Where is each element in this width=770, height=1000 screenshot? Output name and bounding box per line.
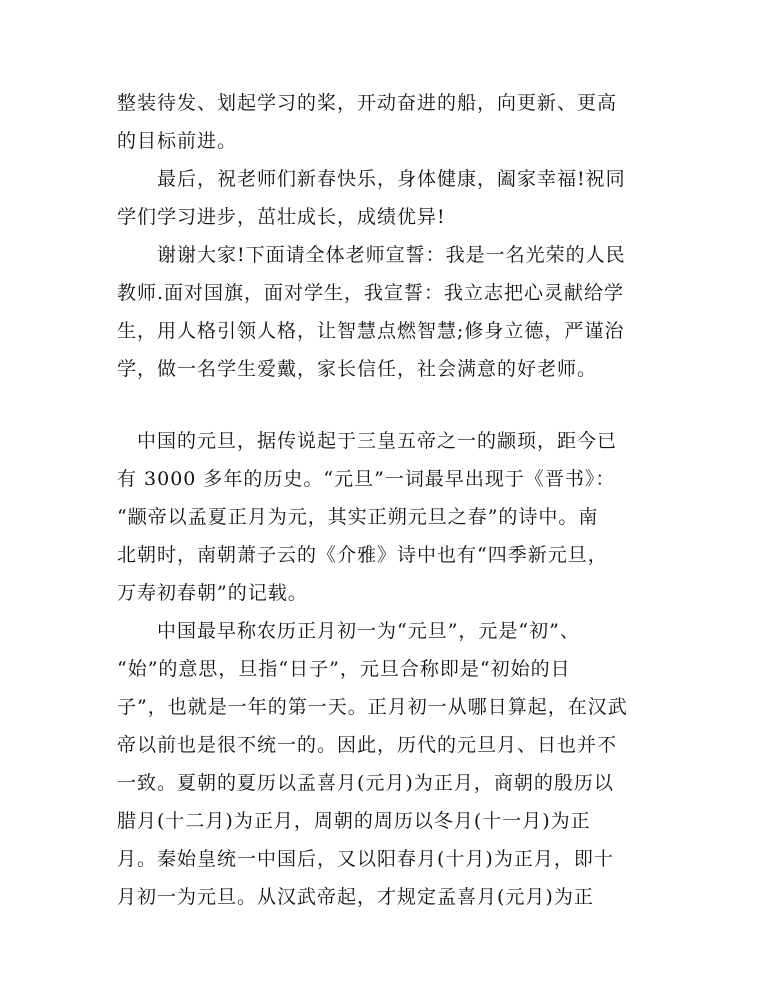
- text-line: 月初一为元旦。从汉武帝起，才规定孟喜月(元月)为正: [117, 886, 594, 908]
- text-line: 腊月(十二月)为正月，周朝的周历以冬月(十一月)为正: [117, 810, 591, 832]
- text-line: 教师.面对国旗，面对学生，我宣誓：我立志把心灵献给学: [117, 282, 625, 304]
- text-line: 子”，也就是一年的第一天。正月初一从哪日算起，在汉武: [117, 696, 628, 718]
- text-line: “始”的意思，旦指“日子”，元旦合称即是“初始的日: [117, 658, 571, 680]
- text-line: 谢谢大家!下面请全体老师宣誓：我是一名光荣的人民: [117, 244, 626, 266]
- text-line: “颛帝以孟夏正月为元，其实正朔元旦之春”的诗中。南: [117, 506, 599, 528]
- text-line: 帝以前也是很不统一的。因此，历代的元旦月、日也并不: [117, 734, 618, 756]
- text-line: 最后，祝老师们新春快乐，身体健康，阖家幸福!祝同: [117, 168, 626, 190]
- text-line: 中国的元旦，据传说起于三皇五帝之一的颛顼，距今已: [117, 430, 618, 452]
- text-line: 整装待发、划起学习的桨，开动奋进的船，向更新、更高: [117, 92, 618, 114]
- text-line: 中国最早称农历正月初一为“元旦”，元是“初”、: [117, 620, 580, 642]
- text-line: 月。秦始皇统一中国后，又以阳春月(十月)为正月，即十: [117, 848, 614, 870]
- text-line: 北朝时，南朝萧子云的《介雅》诗中也有“四季新元旦，: [117, 544, 608, 566]
- text-line: 生，用人格引领人格，让智慧点燃智慧;修身立德，严谨治: [117, 320, 625, 342]
- text-line: 学，做一名学生爱戴，家长信任，社会满意的好老师。: [117, 358, 598, 380]
- text-line: 万寿初春朝”的记载。: [117, 582, 308, 604]
- text-line: 有 3000 多年的历史。“元旦”一词最早出现于《晋书》：: [117, 468, 616, 490]
- text-line: 学们学习进步，茁壮成长，成绩优异!: [117, 206, 446, 228]
- text-line: 的目标前进。: [117, 130, 238, 152]
- text-line: 一致。夏朝的夏历以孟喜月(元月)为正月，商朝的殷历以: [117, 772, 614, 794]
